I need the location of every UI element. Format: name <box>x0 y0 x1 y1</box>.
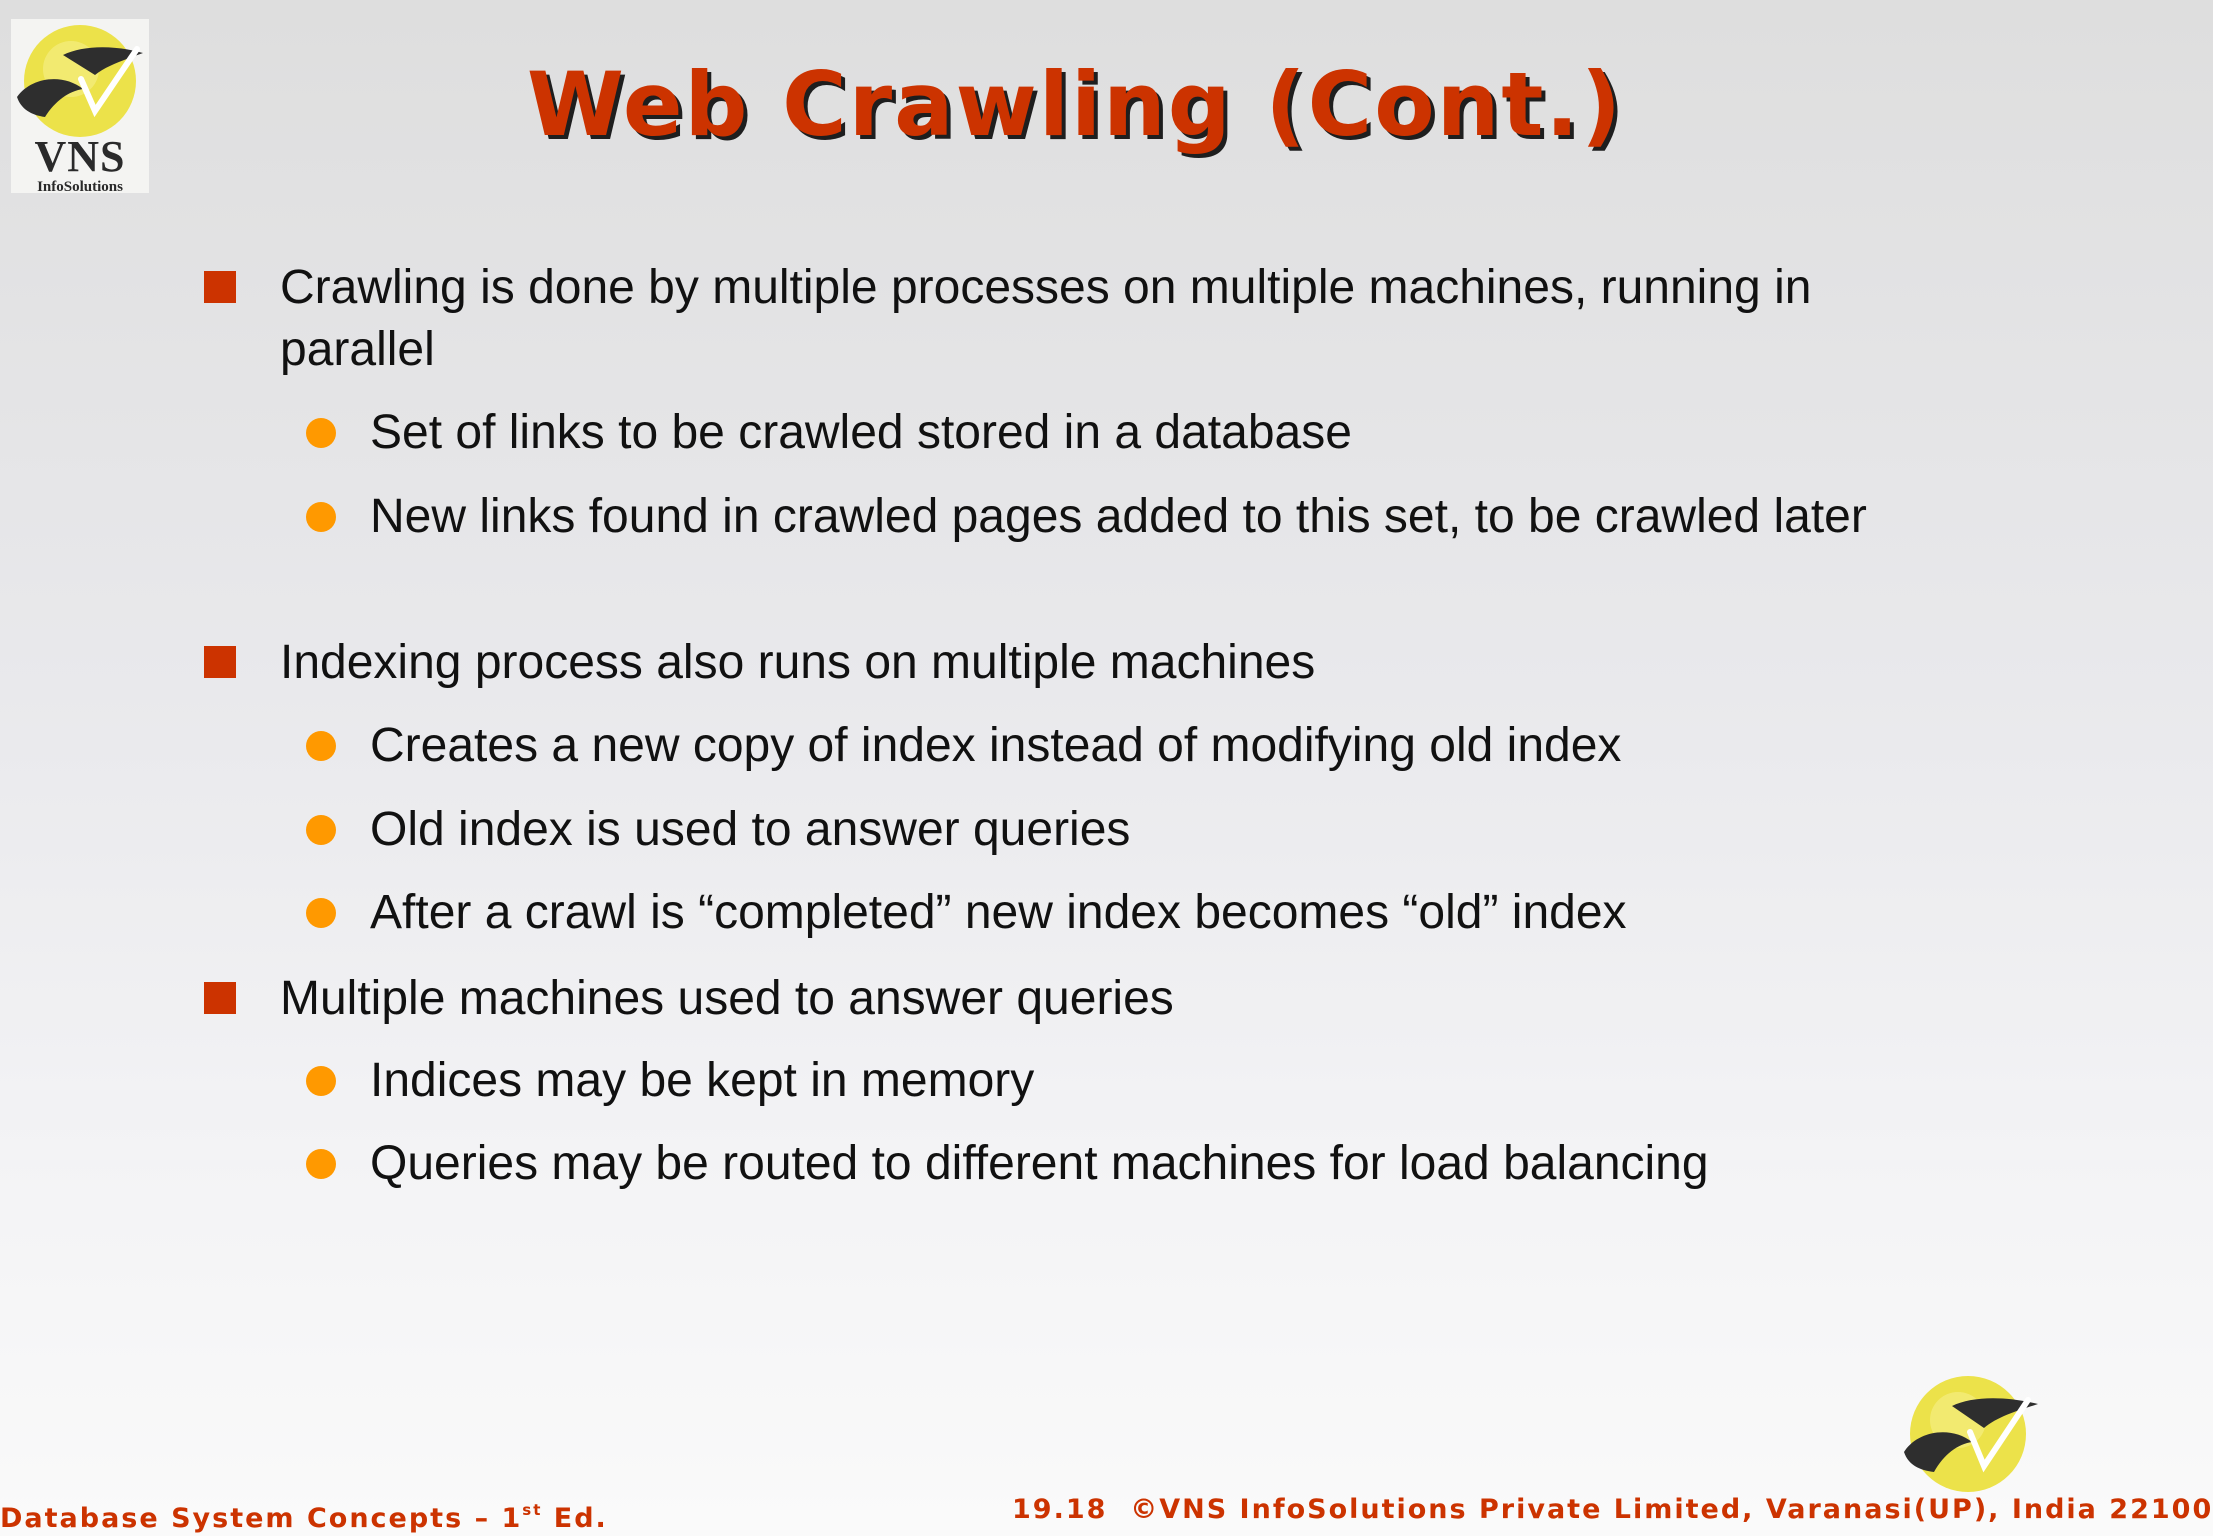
round-bullet-icon <box>306 1066 336 1096</box>
vns-logo <box>11 19 149 193</box>
logo-tagline: InfoSolutions <box>37 179 123 195</box>
vns-logo-icon <box>11 19 149 139</box>
slide-title: Web Crawling (Cont.) <box>526 53 1624 156</box>
edition-superscript: st <box>522 1501 543 1519</box>
sub-bullet-item: Set of links to be crawled stored in a database <box>370 406 1352 459</box>
square-bullet-icon <box>204 982 236 1014</box>
vns-logo-small-icon <box>1900 1368 2040 1494</box>
bullet-item: Multiple machines used to answer queries <box>280 972 1174 1025</box>
round-bullet-icon <box>306 418 336 448</box>
round-bullet-icon <box>306 1149 336 1179</box>
footer-copyright <box>1012 1494 2213 1526</box>
sub-bullet-item: New links found in crawled pages added to this set, to be crawled later <box>370 490 1867 543</box>
round-bullet-icon <box>306 502 336 532</box>
bullet-item: Indexing process also runs on multiple machines <box>280 636 1316 689</box>
logo-name: VNS <box>34 132 126 181</box>
sub-bullet-item: Old index is used to answer queries <box>370 803 1131 856</box>
sub-bullet-item: Indices may be kept in memory <box>370 1054 1035 1107</box>
round-bullet-icon <box>306 815 336 845</box>
vns-logo-small <box>1900 1368 2040 1494</box>
bullet-item: Crawling is done by multiple processes on multiple machines, running in parallel <box>280 261 1812 376</box>
copyright-text: ©VNS InfoSolutions Private Limited, Varanasi(UP), India 22100 <box>1130 1494 2213 1525</box>
square-bullet-icon <box>204 271 236 303</box>
sub-bullet-item: Creates a new copy of index instead of modifying old index <box>370 719 1622 772</box>
round-bullet-icon <box>306 731 336 761</box>
slide-number: 19.18 <box>1012 1494 1108 1525</box>
sub-bullet-item: Queries may be routed to different machines for load balancing <box>370 1137 1709 1190</box>
sub-bullet-item: After a crawl is “completed” new index becomes “old” index <box>370 886 1627 939</box>
square-bullet-icon <box>204 646 236 678</box>
round-bullet-icon <box>306 898 336 928</box>
footer-book-title: Database System Concepts – 1st Ed. <box>0 1501 608 1534</box>
